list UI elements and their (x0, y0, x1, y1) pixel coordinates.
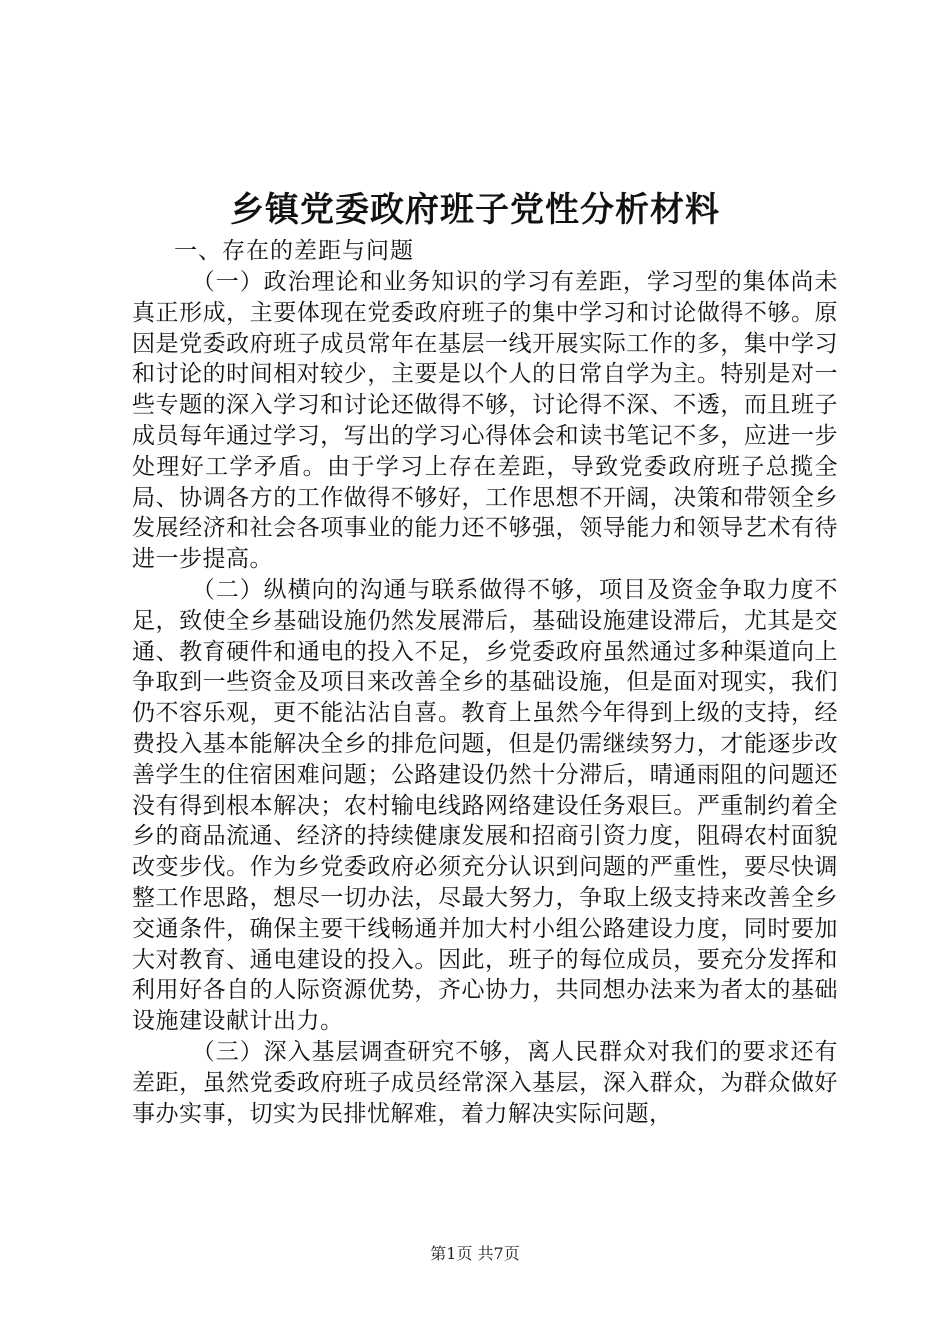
section-heading: 一、存在的差距与问题 (174, 238, 414, 264)
paragraph-1: （一）政治理论和业务知识的学习有差距，学习型的集体尚未真正形成，主要体现在党委政府班子的集中学习和讨论做得不够。原因是党委政府班子成员常年在基层一线开展实际工作的多，集中学习和讨论的时间相对较少，主要是以个人的日常自学为主。特别是对一些专题的深入学习和讨论还做得不够，讨论得不深、不透，而且班子成员每年通过学习，写出的学习心得体会和读书笔记不多，应进一步处理好工学矛盾。由于学习上存在差距，导致党委政府班子总揽全局、协调各方的工作做得不够好，工作思想不开阔，决策和带领全乡发展经济和社会各项事业的能力还不够强，领导能力和领导艺术有待进一步提高。 (132, 269, 838, 573)
document-title: 乡镇党委政府班子党性分析材料 (230, 190, 720, 230)
document-body (132, 236, 838, 1129)
paragraph-3: （三）深入基层调查研究不够，离人民群众对我们的要求还有差距，虽然党委政府班子成员经常深入基层，深入群众，为群众做好事办实事，切实为民排忧解难，着力解决实际问题， (132, 1038, 838, 1127)
page-footer: 第1页 共7页 (430, 1244, 520, 1263)
paragraph-2: （二）纵横向的沟通与联系做得不够，项目及资金争取力度不足，致使全乡基础设施仍然发展滞后，基础设施建设滞后，尤其是交通、教育硬件和通电的投入不足，乡党委政府虽然通过多种渠道向上争取到一些资金及项目来改善全乡的基础设施，但是面对现实，我们仍不容乐观，更不能沾沾自喜。教育上虽然今年得到上级的支持，经费投入基本能解决全乡的排危问题，但是仍需继续努力，才能逐步改善学生的住宿困难问题；公路建设仍然十分滞后，晴通雨阻的问题还没有得到根本解决；农村输电线路网络建设任务艰巨。严重制约着全乡的商品流通、经济的持续健康发展和招商引资力度，阻碍农村面貌改变步伐。作为乡党委政府必须充分认识到问题的严重性，要尽快调整工作思路，想尽一切办法，尽最大努力，争取上级支持来改善全乡交通条件，确保主要干线畅通并加大村小组公路建设力度，同时要加大对教育、通电建设的投入。因此，班子的每位成员，要充分发挥和利用好各自的人际资源优势，齐心协力，共同想办法来为者太的基础设施建设献计出力。 (132, 576, 838, 1035)
